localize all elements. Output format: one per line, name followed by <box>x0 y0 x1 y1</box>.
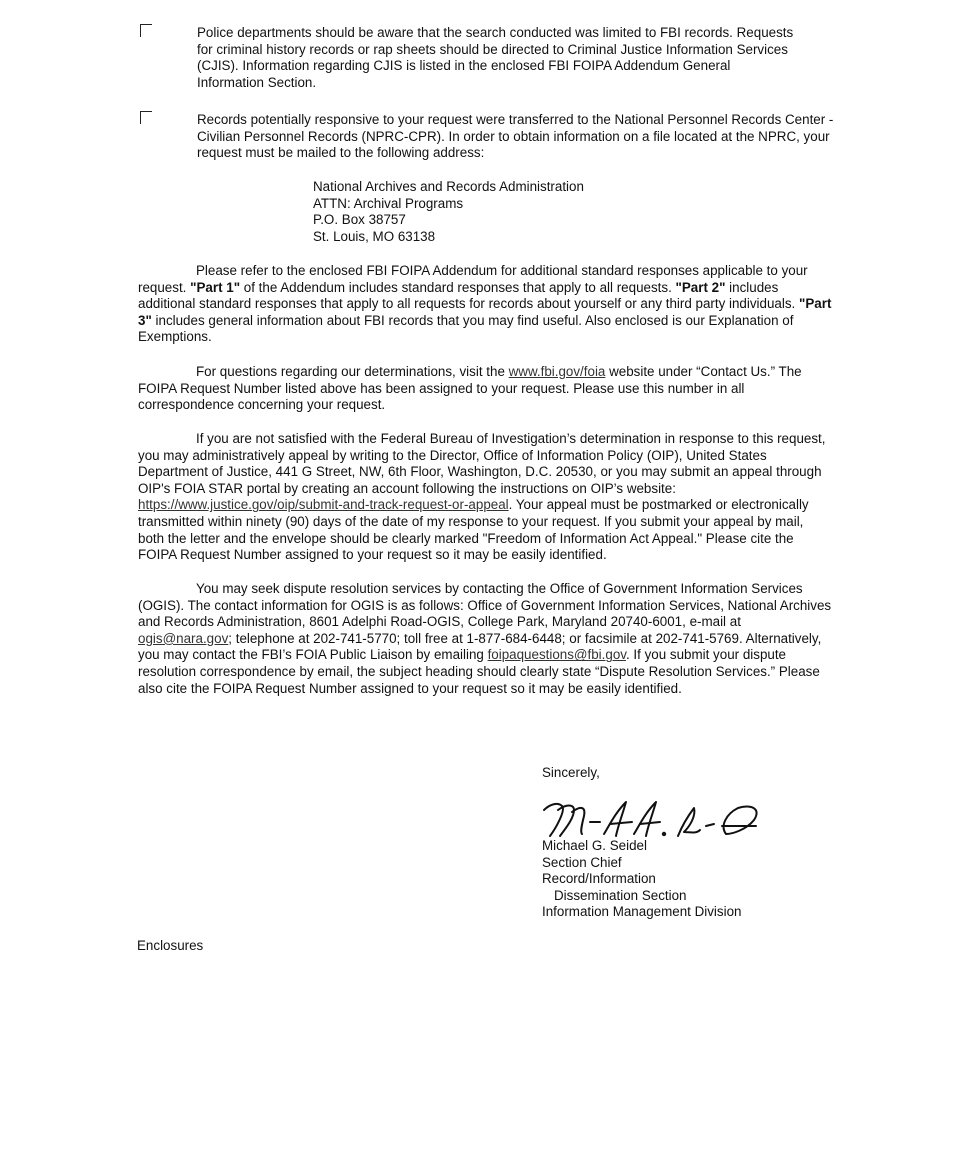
addendum-text-3: includes additional standard responses that apply to all requests for records about yourself or any third party individuals. <box>138 279 796 312</box>
fbi-foia-link[interactable]: www.fbi.gov/foia <box>508 364 606 379</box>
addendum-text-4: includes general information about FBI records that you may find useful. Also enclosed is our Explanation of Exemptions. <box>138 312 794 345</box>
part-3-label: "Part 3" <box>138 296 832 328</box>
signer-title-3: Dissemination Section <box>554 887 687 903</box>
signature-image <box>540 796 770 844</box>
ogis-email-link[interactable]: ogis@nara.gov <box>138 630 229 646</box>
dispute-text-1: You may seek dispute resolution services by contacting the Office of Government Information Services (OGIS). The contact information for OGIS is as follows: Office of Government Information Services, National Archives and Records Administration, 8601 Adelphi Road-OGIS, College Park, Maryland 20740-6001, e-mail at <box>138 581 832 630</box>
signer-title-2: Record/Information <box>542 871 656 887</box>
appeal-paragraph <box>138 431 832 564</box>
mailing-address <box>313 179 733 245</box>
addendum-text-1: Please refer to the enclosed FBI FOIPA Addendum for additional standard responses applicable to your request. <box>138 263 808 295</box>
signature-block <box>542 838 802 921</box>
questions-paragraph <box>138 364 830 414</box>
addendum-text-2: of the Addendum includes standard responses that apply to all requests. <box>240 279 672 295</box>
signer-name: Michael G. Seidel <box>542 838 647 853</box>
signer-title-1: Section Chief <box>542 854 622 870</box>
addendum-paragraph <box>138 263 834 346</box>
foipa-questions-email-link[interactable]: foipaquestions@fbi.gov <box>487 647 626 663</box>
signer-title-4: Information Management Division <box>542 904 742 920</box>
address-line-1: National Archives and Records Administration <box>313 179 584 194</box>
dispute-paragraph <box>138 581 832 697</box>
appeal-text-2: . Your appeal must be postmarked or electronically transmitted within ninety (90) days of the date of my response to your request. If you submit your appeal by mail, both the letter and the envelope should be clearly marked "Freedom of Information Act Appeal." Please cite the FOIPA Request Number assigned to your request so it may be easily identified. <box>138 497 809 563</box>
oip-appeal-link[interactable]: https://www.justice.gov/oip/submit-and-track-request-or-appeal <box>138 497 509 513</box>
part-2-label: "Part 2" <box>675 279 726 295</box>
address-line-3: P.O. Box 38757 <box>313 212 406 228</box>
appeal-text-1: If you are not satisfied with the Federal Bureau of Investigation’s determination in response to this request, you may administratively appeal by writing to the Director, Office of Information Policy (OIP), United States Department of Justice, 441 G Street, NW, 6th Floor, Washington, D.C. 20530, or you may submit an appeal through OIP's FOIA STAR portal by creating an account following the instructions on OIP’s website: <box>138 431 826 496</box>
dispute-text-2: ; telephone at 202-741-5770; toll free at 1-877-684-6448; or facsimile at 202-741-5769. Alternatively, you may contact the FBI’s FOIA Public Liaison by emailing <box>138 630 822 663</box>
check-item-1-text: Police departments should be aware that the search conducted was limited to FBI records. Requests for criminal history records or rap sheets should be directed to Criminal Justice Information Services (CJIS). Information regarding CJIS is listed in the enclosed FBI FOIPA Addendum General Information Section. <box>197 25 794 90</box>
check-item-2-text: Records potentially responsive to your request were transferred to the National Personnel Records Center - Civilian Personnel Records (NPRC-CPR). In order to obtain information on a file located at the NPRC, your request must be mailed to the following address: <box>197 112 834 161</box>
salutation: Sincerely, <box>542 765 600 780</box>
questions-text-1: For questions regarding our determinations, visit the <box>196 364 509 379</box>
enclosures-label: Enclosures <box>137 938 204 953</box>
part-1-label: "Part 1" <box>190 279 241 295</box>
checkbox-1[interactable] <box>140 24 152 37</box>
address-line-4: St. Louis, MO 63138 <box>313 228 436 244</box>
dispute-text-3: . If you submit your dispute resolution correspondence by email, the subject heading should clearly state “Dispute Resolution Services.” Please also cite the FOIPA Request Number assigned to your request so it may be easily identified. <box>138 647 820 696</box>
questions-text-2: website under “Contact Us.” The FOIPA Request Number listed above has been assigned to your request. Please use this number in all correspondence concerning your request. <box>138 364 802 413</box>
checkbox-2[interactable] <box>140 111 152 124</box>
address-line-2: ATTN: Archival Programs <box>313 195 464 211</box>
